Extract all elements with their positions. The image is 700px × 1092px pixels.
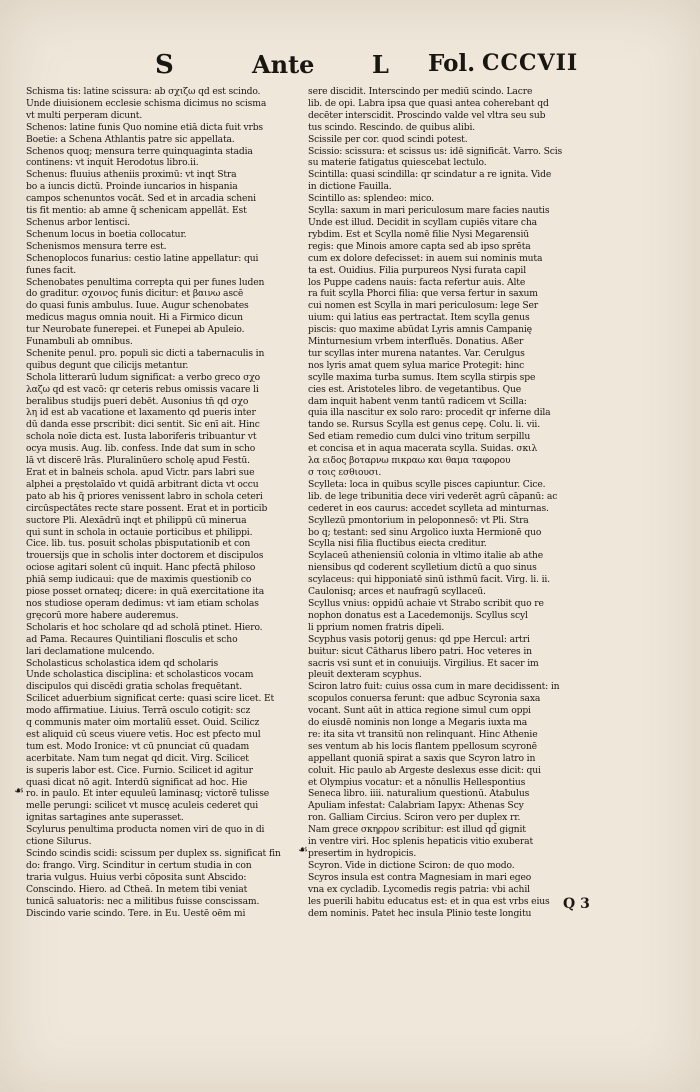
running-header [0, 50, 700, 90]
signature-mark: Q 3 [563, 896, 590, 912]
folio-label: Fol. [428, 50, 476, 77]
header-title-word: Ante [252, 50, 315, 79]
left-text-column: Schisma tis: latine scissura: ab σχιζω qd est scindo. Unde diuisionem ecclesie schisma dicimus no scisma vt multi perperam dicunt. Schenos: latine funis Quo nomine etiā dicta fuit vrbs Boetie: a Schena Athlantis patre sic appellata. Schenos quoq; mensura terre quinquaginta stadia continens: vt inquit Herodotus libro.ii. Schenus: fluuius atheniis proximū: vt inqt Stra bo a iuncis dictū. Proinde iuncarios in hispania campos schenuntos vocāt. Sed et in arcadia scheni tis fit mentio: ab amne q̄ schenicam appellāt. Est Schenus arbor lentisci. Schenum locus in boetia collocatur. Schenismos mensura terre est. Schenoplocos funarius: cestio latine appellatur: qui funes facit. Schenobates penultima correpta qui per funes luden do graditur. σχοινος funis dicitur: et βαινω ascē do quasi funis ambulus. Iuue. Augur schenobates medicus magus omnia nouit. Hi a Firmico dicun tur Neurobate funerepei. et Funepei ab Apuleio. Funambuli ab omnibus. Schenite penul. pro. populi sic dicti a tabernaculis in quibus degunt que cilicijs metantur. Schola litterarū ludum significat: a verbo greco σχο λαζω qd est vacō: qr ceteris rebus omissis vacare li beralibus studijs pueri debēt. Ausonius tn̄ qd σχο λη id est ab vacatione et laxamento qd pueris inter dū danda esse prscribit: dici sentit. Sic enī ait. Hinc schola noīe dicta est. Iusta laboriferis tribuantur vt ocya musis. Aug. lib. confess. Inde dat sum in scho lā vt discerē lrās. Pluralinūero scholę apud Festū. Erat et in balneis schola. apud Victr. pars labri sue alphei a pręstolaīdo vt quidā arbitrant dicta vt occu pato ab his q̄ priores venissent labro in schola ceteri circūspectātes recte stare possent. Erat et in porticib suctore Pli. Alexādrū inqt et philippū cū minerua qui sunt in schola in octauie porticibus et philippi. Cice. lib. tus. posuit scholas pbisputationib et con trouersijs que in scholis inter doctorem et discipulos ociose agitari solent cū inquit. Hanc pfectā philoso phiā semp iudicaui: que de maximis questionib co piose posset ornateq; dicere: in quā exercitatione ita nos studiose operam dedimus: vt iam etiam scholas gręcorū more habere auderemus. Scholaris et hoc scholare qd ad scholā ptinet. Hiero. ad Pama. Recaures Quintiliani flosculis et scho lari declamatione mulcendo. Scholasticus scholastica idem qd scholaris Unde scholastica disciplina: et scholasticos vocam discipulos qui discēdi gratia scholas frequētant. Scilicet aduerbium significat certe: quasi scire licet. Et modo affirmatiue. Liuius. Terrā osculo cotigit: scz q communis mater oim mortaliū esset. Ouid. Scilicz est aliquid cū sceus viuere vetis. Hoc est pfecto mul tum est. Modo Ironice: vt cū pnunciat cū quadam acerbitate. Nam tum negat qd dicit. Virg. Scilicet is superis labor est. Cice. Furnio. Scilicet id agitur quasi dicat nō agit. Interdū significat ad hoc. Hie ro. in paulo. Et inter equuleū laminasq; victorē tulisse melle perungi: scilicet vt muscę aculeis cederet qui ignitas sartagines ante superasset. Scylurus penultima producta nomen viri de quo in di ctione Silurus. Scindo scindis scidi: scissum per duplex ss. significat fin do: frango. Virg. Scinditur in certum studia in con traria vulgus. Huius verbi cōposita sunt Abscido: Conscindo. Hiero. ad Ctheā. In metem tibi veniat tunicā saluatoris: nec a militibus fuisse conscissam. Discindo varie scindo. Tere. in Eu. Uestē oēm mi [26, 86, 281, 919]
header-signature-left: S [155, 50, 174, 80]
header-signature-right: L [372, 50, 389, 79]
paragraph-mark-icon: ☙ [298, 843, 308, 856]
paragraph-mark-icon: ☙ [14, 784, 24, 797]
folio-number: CCCVII [482, 50, 579, 76]
right-text-column: sere discidit. Interscindo per mediū scindo. Lacre lib. de opi. Labra ipsa que quasi antea coherebant qd decēter interscidit. Proscindo valde vel vltra seu sub tus scindo. Rescindo. de quibus alibi. Scissile per cor. quod scindi potest. Scissio: scissura: et scissus us: idē significāt. Varro. Scis su materie fatigatus quiescebat lectulo. Scintilla: quasi scindilla: qr scindatur a re ignita. Vide in dictione Fauilla. Scintillo as: splendeo: mico. Scylla: saxum in mari periculosum mare facies nautis Unde est illud. Decidit in scyllam cupiēs vitare cha rybdim. Est et Scylla nomē filie Nysi Megarensiū regis: que Minois amore capta sed ab ipso sprēta cum ex dolore defecisset: in auem sui nominis muta ta est. Ouidius. Filia purpureos Nysi furata capil los Puppe cadens nauis: facta refertur auis. Alte ra fuit scylla Phorci filia: que versa fertur in saxum cui nomen est Scylla in mari periculosum: lege Ser uium: qui latius eas pertractat. Item scylla genus piscis: quo maxime abūdat Lyris amnis Campanię Minturnesium vrbem interfluēs. Donatius. Aßer tur scyllas inter murena natantes. Var. Cerulgus nos lyris amat quem sylua marice Protegit: hinc scylle maxima turba sumus. Item scylla stirpis spe cies est. Aristoteles libro. de vegetantibus. Que dam inquit habent venm tantū radicem vt Scilla: quia illa nascitur ex solo raro: procedit qr inferne dila tando se. Rursus Scylla est genus cepę. Colu. li. vii. Sed etiam remedio cum dulci vino tritum serpillu et concisa et in aqua macerata scylla. Suidas. σκιλ λα ειδος βοταρνω πικραω και θαμα ταφορου σ τοις εσθιουσι. Scylleta: loca in quibus scylle pisces capiuntur. Cice. lib. de lege tribunitia dece viri vederēt agrū cāpanū: ac cederet in eos caurus: accedet scylleta ad minturnas. Scyllezū pmontorium in peloponnesō: vt Pli. Stra bo q; testant: sed sinu Argolico iuxta Hermionē quo Scylla nisi filia fluctibus eiecta creditur. Scylaceū atheniensiū colonia in vltimo italie ab athe niensibus qd coderent scylletium dictū a quo sinus scylaceus: qui hipponiatē sinū isthmū facit. Virg. li. ii. Caulonisq; arces et naufragū scyllaceū. Scyllus vnius: oppidū achaie vt Strabo scribit quo re nophon donatus est a Lacedemonijs. Scyllus scyl li pprium nomen fratris dipeli. Scyphus vasis potorij genus: qd ppe Hercul: artri buitur: sicut Cātharus libero patri. Hoc veteres in sacris vsi sunt et in conuiuijs. Virgilius. Et sacer im pleuit dexteram scyphus. Sciron latro fuit: cuius ossa cum in mare decidissent: in scopulos conuersa ferunt: que adbuc Scyronia saxa vocant. Sunt aūt in attica regione simul cum oppi do eiusdē nominis non longe a Megaris iuxta ma re: ita sita vt transitū non relinquant. Hinc Athenie ses ventum ab his locis flantem ppellosum scyronē appellant quoniā spirat a saxis que Scyron latro in coluit. Hic paulo ab Argeste deslexus esse dicit: qui et Olympius vocatur: et a nōnullis Hellespontius Seneca libro. iiii. naturalium questionū. Atabulus Apuliam infestat: Calabriam Iapyx: Athenas Scy ron. Galliam Circius. Sciron vero per duplex rr. Nam grece σκηρρον scribitur: est illud qd̄ gignit in ventre viri. Hoc splenis hepaticis vitio exuberat presertim in hydropicis. Scyron. Vide in dictione Sciron: de quo modo. Scyros insula est contra Magnesiam in mari egeo vna ex cycladib. Lycomedis regis patria: vbi achil les puerili habitu educatus est: et in qua est vrbs eius dem nominis. Patet hec insula Plinio teste longitu [308, 86, 563, 919]
